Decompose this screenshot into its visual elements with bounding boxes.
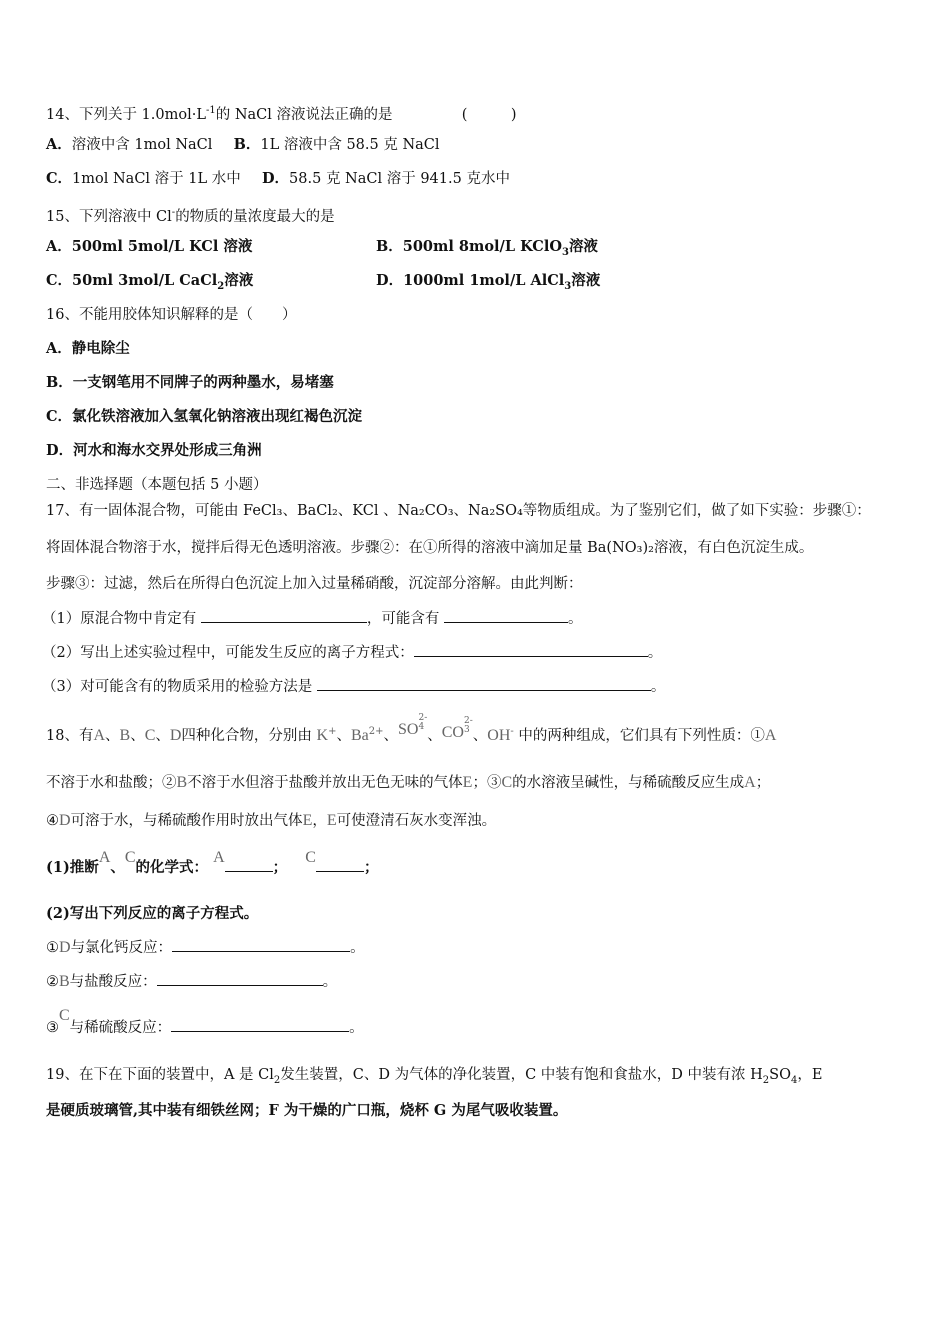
q17-answer-blank-3[interactable]	[414, 642, 648, 657]
q19-l1-end: ，E	[797, 1067, 823, 1083]
q15-stem-text: 15、下列溶液中 Cl	[46, 208, 172, 225]
q16-optC: C．氯化铁溶液加入氢氧化钠溶液出现红褐色沉淀	[46, 408, 363, 425]
q18-l3-E2: E	[326, 812, 337, 829]
q19-l1-sub: 2	[273, 1074, 281, 1086]
q18-l1-D: D	[169, 726, 182, 744]
q17-line2: 将固体混合物溶于水，搅拌后得无色透明溶液。步骤②：在①所得的溶液中滴加足量 Ba(NO₃)₂溶液，有白色沉淀生成。	[46, 540, 814, 556]
q16-optB: B．一支钢笔用不同牌子的两种墨水，易堵塞	[46, 374, 334, 391]
q18-r3-num: ③	[46, 1020, 59, 1036]
q18-l2-E: E	[462, 774, 473, 791]
q18-l1-B: B	[119, 726, 131, 744]
q15-optD-text: D．1000ml 1mol/L AlCl	[376, 272, 565, 289]
q19-l1-sub3: 4	[790, 1074, 798, 1086]
q18-line3	[46, 811, 496, 831]
q17-sub2-text: （2）写出上述实验过程中，可能发生反应的离子方程式：	[42, 645, 414, 661]
q18-p1-C: C	[124, 849, 136, 866]
q18-r3-text: 与稀硫酸反应：	[69, 1020, 172, 1036]
q15-stem	[46, 203, 335, 227]
q18-l3-D: D	[59, 812, 71, 829]
q14-optD: 58.5 克 NaCl 溶于 941.5 克水中	[289, 171, 510, 187]
q18-l1-sep1: 、	[105, 727, 120, 744]
q15-optB-sub: 3	[561, 246, 569, 258]
q18-l1-mid: 四种化合物，分别由	[181, 727, 312, 744]
ion-OH-charge: -	[510, 726, 514, 737]
q17-answer-blank-4[interactable]	[317, 676, 651, 691]
q18-answer-blank-r3[interactable]	[171, 1017, 349, 1032]
q18-l1-A-tail: A	[764, 726, 777, 744]
ion-SO4: SO	[398, 720, 419, 738]
q18-l2-start: 不溶于水和盐酸；②	[46, 775, 177, 791]
q14-optC: 1mol NaCl 溶于 1L 水中	[72, 171, 241, 187]
ion-CO3-charge: 2-	[463, 716, 473, 726]
q18-p1-sep: 、	[110, 859, 125, 876]
q18-answer-blank-A[interactable]	[225, 857, 273, 872]
q18-l1-A: A	[93, 726, 106, 744]
q18-l2-mid2: 的水溶液呈碱性，与稀硫酸反应生成	[512, 775, 745, 791]
q18-l2-end: ；	[755, 775, 771, 791]
q15-optB-rest: 溶液	[568, 238, 598, 255]
q14-optD-label: D．	[261, 170, 290, 187]
q18-p1-A: A	[98, 849, 111, 866]
q18-line2	[46, 773, 770, 793]
q18-answer-blank-r1[interactable]	[172, 937, 350, 952]
q15-optB-text: B．500ml 8mol/L KClO	[376, 238, 562, 255]
q18-r3-C: C	[59, 1007, 70, 1024]
q16-optA: A．静电除尘	[46, 340, 130, 357]
q14-options-cd	[46, 169, 510, 189]
section-heading: 二、非选择题（本题包括 5 小题）	[46, 477, 268, 493]
q18-l2-C: C	[501, 774, 513, 791]
q17-answer-blank-1[interactable]	[201, 608, 367, 623]
q18-l3-start: ④	[46, 813, 59, 829]
q18-reaction2	[46, 971, 337, 992]
q18-p1-start: (1)推断	[46, 859, 99, 876]
q15-optC-rest: 溶液	[224, 272, 254, 289]
q18-r2-B: B	[59, 973, 70, 990]
q19-l1-mid: 发生装置，C、D 为气体的净化装置，C 中装有饱和食盐水，D 中装有浓 H	[280, 1067, 763, 1083]
q17-sub3-text: （3）对可能含有的物质采用的检验方法是	[42, 679, 317, 695]
q17-sub1-text: （1）原混合物中肯定有	[42, 611, 201, 627]
q18-l2-sep: ；③	[472, 775, 502, 791]
q15-optD-sub: 3	[564, 280, 572, 292]
q17-sub2	[42, 642, 662, 663]
q18-part1	[46, 849, 379, 878]
q18-l2-A: A	[744, 774, 756, 791]
q19-l1-so: SO	[769, 1067, 791, 1083]
q19-l1-start: 19、在下在下面的装置中，A 是 Cl	[46, 1067, 274, 1083]
ion-CO3-sub: 3	[463, 725, 470, 735]
q15-optC-text: C．50ml 3mol/L CaCl	[46, 272, 218, 289]
ion-OH: OH	[487, 726, 511, 744]
ion-K-charge: +	[328, 726, 337, 737]
q18-r2-end: 。	[322, 974, 338, 990]
q17-sub2-end: 。	[647, 645, 663, 661]
q18-l1-C: C	[144, 726, 156, 744]
q18-reaction1	[46, 937, 365, 958]
q17-line3: 步骤③：过滤，然后在所得白色沉淀上加入过量稀硝酸，沉淀部分溶解。由此判断：	[46, 576, 583, 592]
q15-stem-rest: 的物质的量浓度最大的是	[175, 208, 335, 225]
q14-optB-label: B．	[233, 136, 261, 153]
q18-p1-mid: 的化学式：	[135, 859, 209, 876]
q14-optC-label: C．	[46, 170, 73, 187]
q18-l1-end: 中的两种组成，它们具有下列性质：①	[518, 727, 765, 744]
q17-line1: 17、有一固体混合物，可能由 FeCl₃、BaCl₂、KCl 、Na₂CO₃、Na₂SO₄等物质组成。为了鉴别它们，做了如下实验：步骤①：	[46, 503, 871, 519]
q19-line1	[46, 1065, 822, 1091]
ion-Ba: Ba	[350, 726, 369, 744]
q17-sub1-end: 。	[567, 611, 583, 627]
q18-l2-mid: 不溶于水但溶于盐酸并放出无色无味的气体	[187, 775, 463, 791]
q14-stem-rest: 的 NaCl 溶液说法正确的是	[215, 106, 393, 123]
q19-line2: 是硬质玻璃管,其中装有细铁丝网；F 为干燥的广口瓶，烧杯 G 为尾气吸收装置。	[46, 1102, 568, 1119]
q19-l1-sub2: 2	[762, 1074, 770, 1086]
q18-r2-text: 与盐酸反应：	[69, 974, 157, 990]
q18-l1-start: 18、有	[46, 727, 94, 744]
q18-p1-C2: C	[305, 849, 316, 866]
q14-options-ab	[46, 135, 440, 155]
q18-part2: (2)写出下列反应的离子方程式。	[46, 905, 259, 922]
q18-answer-blank-C[interactable]	[316, 857, 364, 872]
ion-K: K	[316, 726, 329, 744]
q18-r2-num: ②	[46, 974, 59, 990]
q16-stem: 16、不能用胶体知识解释的是（ ）	[46, 307, 297, 323]
q18-l3-end: 可使澄清石灰水变浑浊。	[336, 813, 497, 829]
q17-sub1-mid: ，可能含有	[366, 611, 444, 627]
q14-optA: 溶液中含 1mol NaCl	[71, 137, 213, 153]
q17-sub1	[42, 608, 582, 629]
q18-r1-num: ①	[46, 940, 59, 956]
ion-Ba-charge: 2+	[368, 726, 384, 737]
q18-l2-B: B	[176, 774, 188, 791]
q15-optA-text: A．500ml 5mol/L KCl 溶液	[46, 238, 253, 255]
q18-p1-semi1: ；	[272, 859, 288, 876]
ion-SO4-charge: 2-	[418, 713, 428, 723]
q15-optC-sub: 2	[217, 280, 225, 292]
q18-l3-sep: ，	[312, 813, 327, 829]
q14-stem-text: 14、下列关于 1.0mol·L	[46, 106, 206, 123]
q16-optD: D．河水和海水交界处形成三角洲	[46, 442, 262, 459]
q18-answer-blank-r2[interactable]	[157, 971, 323, 986]
q17-sub3	[42, 676, 665, 697]
q18-r1-D: D	[59, 939, 71, 956]
q17-answer-blank-2[interactable]	[444, 608, 568, 623]
q14-stem-sup: -1	[205, 105, 216, 116]
q15-optD-rest: 溶液	[571, 272, 601, 289]
q14-optA-label: A．	[46, 136, 72, 153]
q18-reaction3	[46, 1007, 364, 1038]
q18-l1-sep2: 、	[130, 727, 145, 744]
q15-optA	[46, 237, 252, 257]
q18-r3-end: 。	[349, 1020, 364, 1036]
ion-SO4-sub: 4	[418, 722, 425, 732]
q15-optB	[376, 237, 598, 263]
q18-p1-semi2: ；	[363, 859, 379, 876]
q18-l3-mid: 可溶于水，与稀硫酸作用时放出气体	[70, 813, 303, 829]
q18-r1-end: 。	[350, 940, 365, 956]
q18-l3-E: E	[302, 812, 313, 829]
q14-optB: 1L 溶液中含 58.5 克 NaCl	[260, 137, 440, 153]
q14-answer-paren: ( )	[461, 106, 517, 123]
q18-p1-A2: A	[213, 849, 225, 866]
q18-r1-text: 与氯化钙反应：	[70, 940, 173, 956]
q18-line1: 18、有A、B、C、D四种化合物，分别由 K+、$Ba^{2+}$、SO 2- 4 、CO 2- 3 、OH- 中的两种组成，它们具有下列性质：①A	[46, 713, 777, 744]
q15-optD	[376, 271, 600, 297]
q17-sub3-end: 。	[650, 679, 666, 695]
q14-stem	[46, 101, 517, 125]
q15-optC	[46, 271, 253, 297]
q15-stem-sup: -	[171, 207, 176, 218]
q18-l1-sep3: 、	[155, 727, 170, 744]
ion-CO3: CO	[441, 723, 464, 741]
